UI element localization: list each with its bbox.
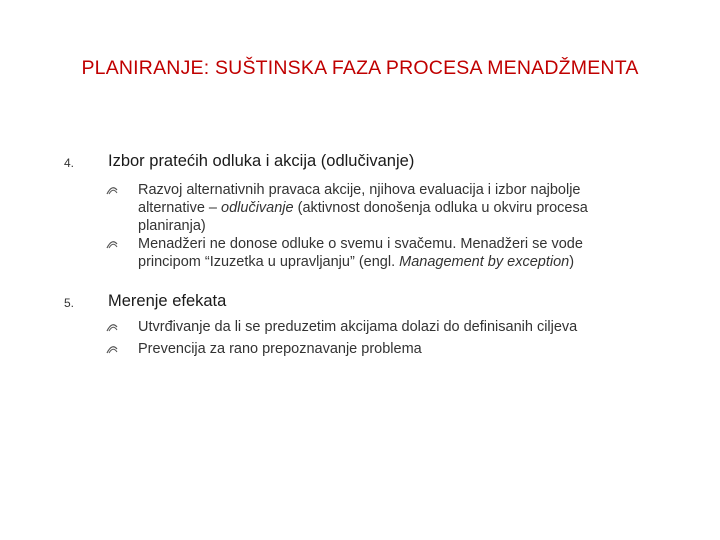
list-item (0, 318, 638, 336)
bullet-glyph-icon (106, 239, 118, 249)
bullet-glyph-icon (106, 344, 118, 354)
list-item (0, 340, 638, 358)
bullet-text: Utvrđivanje da li se preduzetim akcijama dolazi do definisanih ciljeva (138, 319, 578, 335)
section-4 (0, 152, 720, 271)
list-item (0, 181, 638, 235)
slide-title: PLANIRANJE: SUŠTINSKA FAZA PROCESA MENADŽMENTA (81, 57, 639, 79)
bullet-glyph-icon (106, 322, 118, 332)
section-number: 4. (64, 156, 75, 170)
list-item (0, 235, 638, 271)
bullet-list (0, 181, 720, 271)
section-number: 5. (64, 296, 75, 310)
bullet-text: Menadžeri ne donose odluke o svemu i svačemu. Menadžeri se vode principom “Izuzetka u upravljanju” (engl. Management by exception) (138, 236, 583, 270)
bullet-text: Razvoj alternativnih pravaca akcije, njihova evaluacija i izbor najbolje alternative – odlučivanje (aktivnost donošenja odluka u okviru procesa planiranja) (138, 182, 588, 234)
section-5 (0, 292, 720, 358)
bullet-text: Prevencija za rano prepoznavanje problema (138, 341, 422, 357)
section-heading: Izbor pratećih odluka i akcija (odlučivanje) (108, 152, 415, 170)
section-header (0, 152, 720, 174)
section-heading: Merenje efekata (108, 292, 227, 310)
section-header (0, 292, 720, 314)
bullet-list (0, 318, 720, 358)
bullet-glyph-icon (106, 185, 118, 195)
